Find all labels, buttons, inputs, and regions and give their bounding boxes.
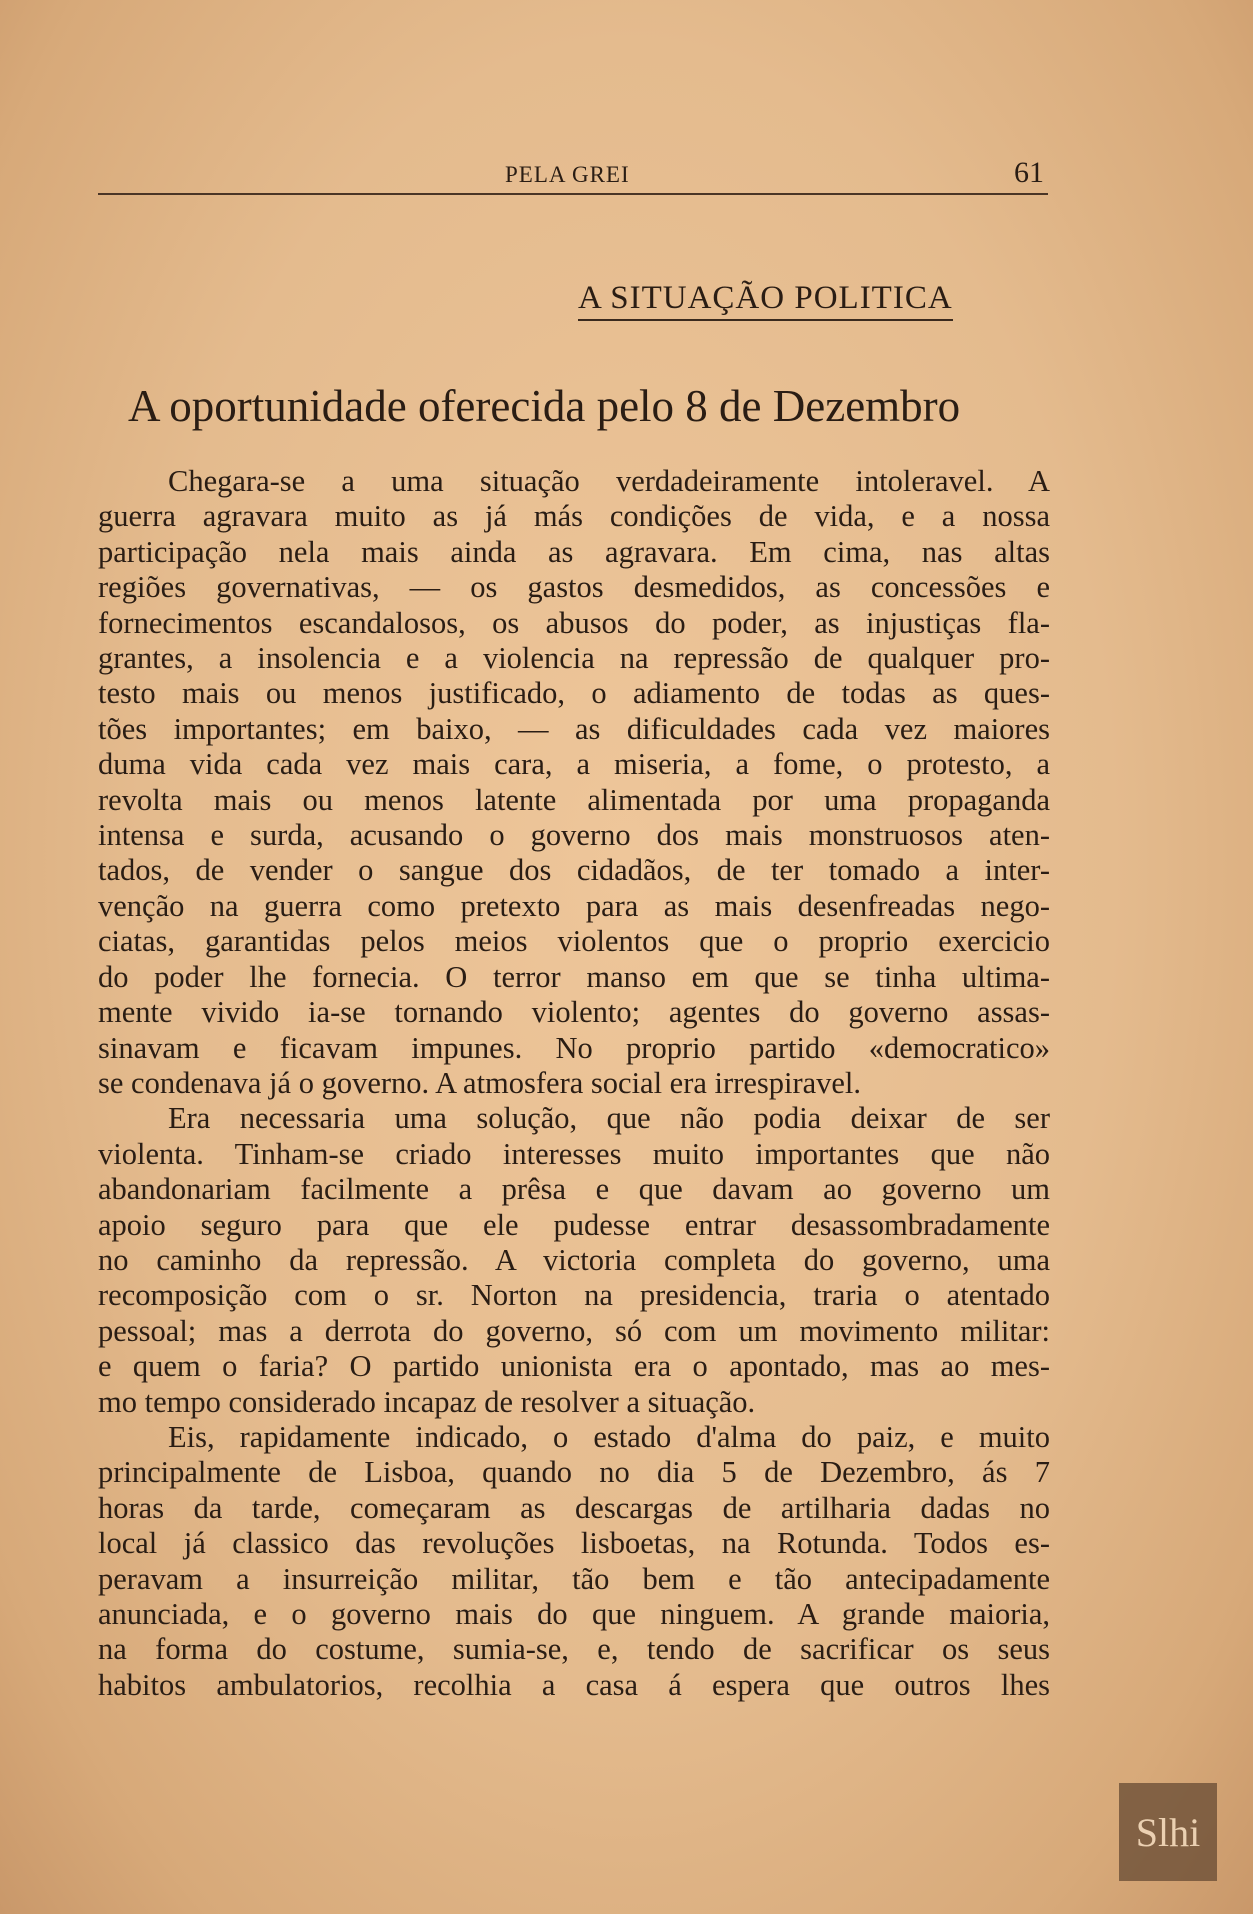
text-line: intensa e surda, acusando o governo dos mais monstruosos aten- <box>98 818 1050 853</box>
text-line: tados, de vender o sangue dos cidadãos, de ter tomado a inter- <box>98 853 1050 888</box>
text-line: Eis, rapidamente indicado, o estado d'alma do paiz, e muito <box>168 1419 1050 1454</box>
text-line: mo tempo considerado incapaz de resolver a situação. <box>98 1384 756 1419</box>
text-line: venção na guerra como pretexto para as mais desenfreadas nego- <box>98 888 1050 923</box>
text-line: tões importantes; em baixo, — as dificuldades cada vez maiores <box>98 711 1050 746</box>
text-line: pessoal; mas a derrota do governo, só com um movimento militar: <box>98 1313 1050 1348</box>
library-watermark: Slhi <box>1119 1783 1217 1881</box>
article-title: A oportunidade oferecida pelo 8 de Dezembro <box>128 381 961 431</box>
text-line: mente vivido ia-se tornando violento; agentes do governo assas- <box>98 995 1050 1030</box>
text-line: recomposição com o sr. Norton na presidencia, traria o atentado <box>98 1278 1050 1313</box>
text-line: anunciada, e o governo mais do que ninguem. A grande maioria, <box>98 1597 1050 1631</box>
text-line: abandonariam facilmente a prêsa e que davam ao governo um <box>98 1172 1050 1207</box>
section-title: A SITUAÇÃO POLITICA <box>578 280 953 321</box>
text-line: e quem o faria? O partido unionista era o apontado, mas ao mes- <box>98 1349 1050 1384</box>
body-text <box>98 464 1050 1703</box>
text-line: revolta mais ou menos latente alimentada por uma propaganda <box>98 782 1050 817</box>
running-title: PELA GREI <box>505 162 630 187</box>
text-line: do poder lhe fornecia. O terror manso em que se tinha ultima- <box>98 959 1050 994</box>
text-line: guerra agravara muito as já más condições de vida, e a nossa <box>98 499 1050 534</box>
text-line: peravam a insurreição militar, tão bem e tão antecipadamente <box>98 1561 1050 1596</box>
text-line: Chegara-se a uma situação verdadeiramente intoleravel. A <box>168 464 1050 498</box>
header-rule <box>98 193 1048 195</box>
text-line: testo mais ou menos justificado, o adiamento de todas as ques- <box>98 676 1050 711</box>
text-line: apoio seguro para que ele pudesse entrar desassombradamente <box>98 1207 1050 1242</box>
text-line: violenta. Tinham-se criado interesses muito importantes que não <box>98 1136 1050 1171</box>
text-line: grantes, a insolencia e a violencia na repressão de qualquer pro- <box>98 641 1050 676</box>
text-line: duma vida cada vez mais cara, a miseria, a fome, o protesto, a <box>98 747 1050 782</box>
text-line: principalmente de Lisboa, quando no dia 5 de Dezembro, ás 7 <box>98 1455 1050 1490</box>
text-line: no caminho da repressão. A victoria completa do governo, uma <box>98 1242 1050 1277</box>
text-line: na forma do costume, sumia-se, e, tendo de sacrificar os seus <box>98 1632 1050 1667</box>
text-line: participação nela mais ainda as agravara. Em cima, nas altas <box>98 534 1050 569</box>
text-line: habitos ambulatorios, recolhia a casa á espera que outros lhes <box>98 1667 1050 1702</box>
text-line: sinavam e ficavam impunes. No proprio partido «democratico» <box>98 1030 1050 1065</box>
text-line: fornecimentos escandalosos, os abusos do poder, as injustiças fla- <box>98 605 1050 640</box>
text-line: se condenava já o governo. A atmosfera social era irrespiravel. <box>98 1065 862 1100</box>
text-line: local já classico das revoluções lisboetas, na Rotunda. Todos es- <box>98 1526 1050 1561</box>
text-line: regiões governativas, — os gastos desmedidos, as concessões e <box>98 570 1050 605</box>
text-line: horas da tarde, começaram as descargas de artilharia dadas no <box>98 1490 1050 1525</box>
page-number: 61 <box>1014 156 1044 189</box>
running-head <box>98 156 1048 196</box>
text-line: Era necessaria uma solução, que não podia deixar de ser <box>168 1101 1050 1136</box>
text-line: ciatas, garantidas pelos meios violentos que o proprio exercicio <box>98 924 1050 959</box>
